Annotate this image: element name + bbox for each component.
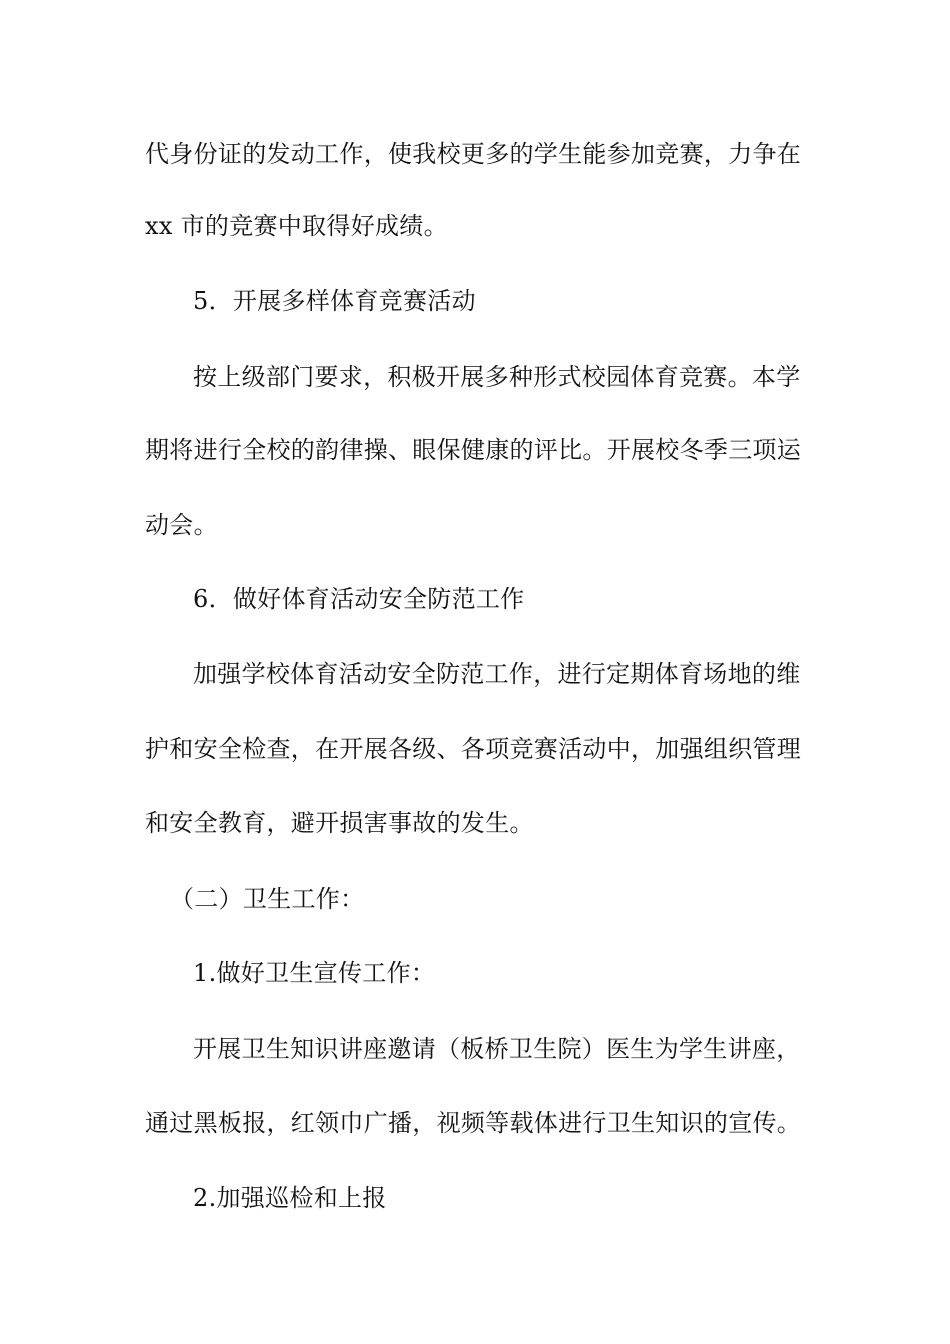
section-heading: 2.加强巡检和上报 (193, 1184, 387, 1212)
paragraph-line: 代身份证的发动工作，使我校更多的学生能参加竞赛，力争在 (145, 140, 802, 168)
paragraph-line: 按上级部门要求，积极开展多种形式校园体育竞赛。本学 (193, 363, 801, 391)
paragraph-line: 动会。 (145, 511, 218, 539)
chapter-heading: （二）卫生工作： (170, 885, 365, 913)
paragraph-line: 通过黑板报，红领巾广播，视频等载体进行卫生知识的宣传。 (145, 1109, 802, 1137)
paragraph-line: xx 市的竞赛中取得好成绩。 (145, 212, 448, 240)
paragraph-line: 加强学校体育活动安全防范工作，进行定期体育场地的维 (193, 660, 801, 688)
paragraph-line: 期将进行全校的韵律操、眼保健康的评比。开展校冬季三项运 (145, 436, 802, 464)
paragraph-line: 和安全教育，避开损害事故的发生。 (145, 809, 534, 837)
paragraph-line: 护和安全检查，在开展各级、各项竞赛活动中，加强组织管理 (145, 735, 802, 763)
section-heading: 1.做好卫生宣传工作： (193, 959, 436, 987)
paragraph-line: 开展卫生知识讲座邀请（板桥卫生院）医生为学生讲座， (193, 1035, 801, 1063)
section-heading: 6．做好体育活动安全防范工作 (193, 585, 525, 613)
section-heading: 5．开展多样体育竞赛活动 (193, 287, 476, 315)
